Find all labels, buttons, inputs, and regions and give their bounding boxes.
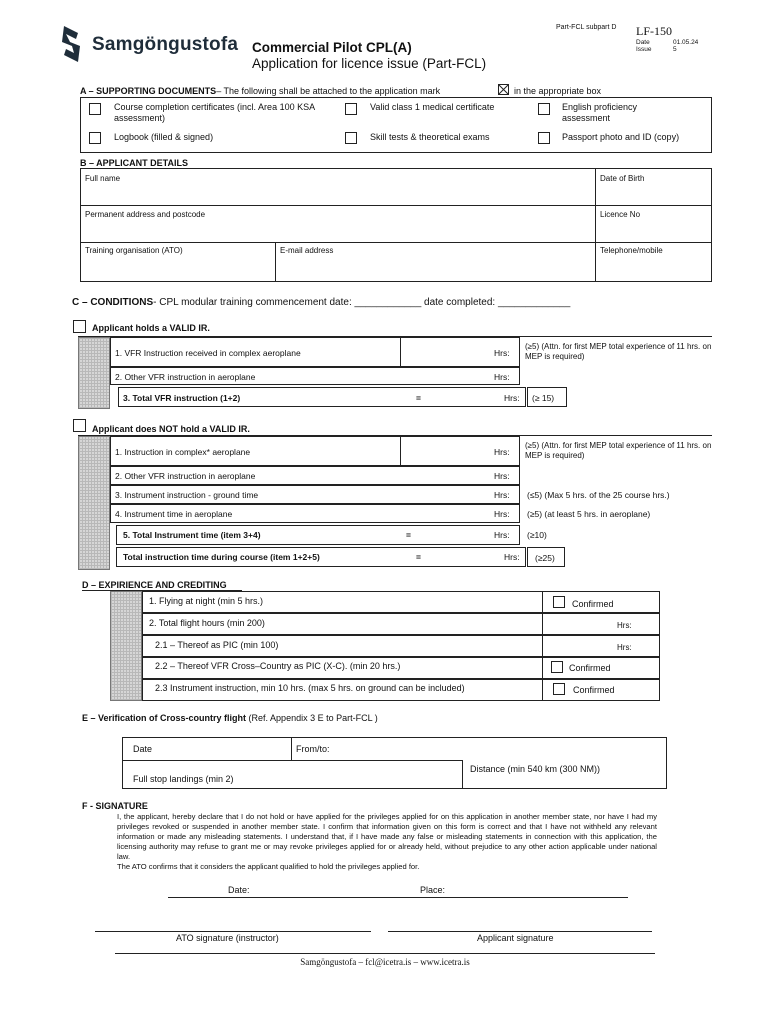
section-a-instruction-end: in the appropriate box xyxy=(514,86,602,96)
no-ir-row-6-hrs[interactable]: Hrs: xyxy=(504,552,520,562)
ato-field[interactable]: Training organisation (ATO) xyxy=(85,246,183,255)
declaration-text: I, the applicant, hereby declare that I do not hold or have applied for the privileges applied for on this application in another member state, nor have I had my privileges revoked or suspended in another member state. I confirm that information given on this form is correct and that I have not withheld any relevant information or made any misleading statements. I understand that, if I have made any false or misleading statements in connection with this application, the licensing authority may refuse to grant me or may revoke privileges applied for or already held, without prejudice to any other action applicable under national law. xyxy=(117,812,657,861)
form-title: Commercial Pilot CPL(A) xyxy=(252,40,412,55)
no-ir-row-3-hrs[interactable]: Hrs: xyxy=(494,490,510,500)
doc-label-4: Logbook (filled & signed) xyxy=(114,132,214,142)
no-ir-row-4-label: 4. Instrument time in aeroplane xyxy=(115,509,233,519)
exp-row-4-label: 2.2 – Thereof VFR Cross–Country as PIC (X-C). (min 20 hrs.) xyxy=(155,661,401,671)
doc-checkbox-2[interactable] xyxy=(345,103,357,115)
exp-row-1-checkbox[interactable] xyxy=(553,596,565,608)
doc-label-3: English proficiency assessment xyxy=(562,102,638,123)
applicant-signature-label: Applicant signature xyxy=(477,933,554,943)
doc-checkbox-3[interactable] xyxy=(538,103,550,115)
phone-field[interactable]: Telephone/mobile xyxy=(600,246,663,255)
doc-label-1: Course completion certificates (incl. Area 100 KSA assessment) xyxy=(114,102,315,123)
valid-row-2-label: 2. Other VFR instruction in aeroplane xyxy=(115,372,256,382)
section-c-dates-line: - CPL modular training commencement date: ____________ date completed: _____________ xyxy=(153,297,571,308)
valid-ir-hatch xyxy=(78,337,110,409)
section-f-heading: F - SIGNATURE xyxy=(82,801,148,811)
xc-distance-field[interactable]: Distance (min 540 km (300 NM)) xyxy=(470,764,601,774)
exp-row-4-checkbox[interactable] xyxy=(551,661,563,673)
doc-label-5: Skill tests & theoretical exams xyxy=(370,132,490,142)
exp-row-2-right[interactable]: Hrs: xyxy=(617,621,632,630)
no-ir-row-3-note: (≤5) (Max 5 hrs. of the 25 course hrs.) xyxy=(527,490,670,500)
exp-row-1-label: 1. Flying at night (min 5 hrs.) xyxy=(149,596,264,606)
no-ir-row-3-label: 3. Instrument instruction - ground time xyxy=(115,490,259,500)
section-d-hatch xyxy=(110,591,142,701)
doc-checkbox-1[interactable] xyxy=(89,103,101,115)
ato-confirm-text: The ATO confirms that it considers the applicant qualified to hold the privileges applied for. xyxy=(117,862,420,871)
full-name-field[interactable]: Full name xyxy=(85,174,121,183)
exp-row-5-label: 2.3 Instrument instruction, min 10 hrs. (max 5 hrs. on ground can be included) xyxy=(155,683,465,693)
xc-landings-field[interactable]: Full stop landings (min 2) xyxy=(133,774,234,784)
valid-row-1-hrs[interactable]: Hrs: xyxy=(494,348,510,358)
no-ir-row-6-label: Total instruction time during course (item 1+2+5) xyxy=(123,552,320,562)
doc-label-2: Valid class 1 medical certificate xyxy=(370,102,495,112)
brand-name: Samgöngustofa xyxy=(92,34,239,55)
section-c-title xyxy=(72,297,570,308)
date-place-line[interactable] xyxy=(168,897,628,898)
samgongustofa-logo-icon xyxy=(58,24,84,64)
section-e-ref: (Ref. Appendix 3 E to Part-FCL ) xyxy=(248,713,378,723)
exp-row-3-right[interactable]: Hrs: xyxy=(617,643,632,652)
doc-checkbox-4[interactable] xyxy=(89,132,101,144)
no-ir-row-2-label: 2. Other VFR instruction in aeroplane xyxy=(115,471,256,481)
ato-signature-line[interactable] xyxy=(95,931,371,932)
section-a-title xyxy=(80,86,440,96)
licence-no-field[interactable]: Licence No xyxy=(600,210,641,219)
valid-row-3-hrs[interactable]: Hrs: xyxy=(504,393,520,403)
footer-rule xyxy=(115,953,655,954)
no-ir-hatch xyxy=(78,436,110,570)
xc-date-field[interactable]: Date xyxy=(133,744,153,754)
no-ir-row-6-eq: = xyxy=(416,552,421,562)
section-d-heading: D – EXPIRIENCE AND CREDITING xyxy=(82,580,227,590)
exp-row-4-right: Confirmed xyxy=(569,663,611,673)
exp-row-2-label: 2. Total flight hours (min 200) xyxy=(149,618,265,628)
section-e-title xyxy=(82,713,378,723)
no-ir-checkbox[interactable] xyxy=(73,419,86,432)
sign-date-label: Date: xyxy=(228,885,250,895)
issue-label: Issue xyxy=(636,46,652,53)
exp-row-5-right: Confirmed xyxy=(573,685,615,695)
no-ir-row-1-label: 1. Instruction in complex* aeroplane xyxy=(115,447,251,457)
no-ir-row-1-hrs[interactable]: Hrs: xyxy=(494,447,510,457)
valid-row-1-label: 1. VFR Instruction received in complex aeroplane xyxy=(115,348,301,358)
no-ir-row-1-note: (≥5) (Attn. for first MEP total experience of 11 hrs. on MEP is required) xyxy=(525,441,712,460)
example-mark-icon xyxy=(498,84,509,95)
xc-from-to-field[interactable]: From/to: xyxy=(296,744,330,754)
valid-ir-heading: Applicant holds a VALID IR. xyxy=(92,323,210,333)
form-subtitle: Application for licence issue (Part-FCL) xyxy=(252,56,487,71)
section-a-instruction: – The following shall be attached to the application mark xyxy=(216,86,441,96)
doc-checkbox-5[interactable] xyxy=(345,132,357,144)
exp-row-5-checkbox[interactable] xyxy=(553,683,565,695)
doc-checkbox-6[interactable] xyxy=(538,132,550,144)
address-field[interactable]: Permanent address and postcode xyxy=(85,210,206,219)
no-ir-heading: Applicant does NOT hold a VALID IR. xyxy=(92,424,250,434)
no-ir-row-6-note: (≥25) xyxy=(535,553,555,563)
valid-row-1-note: (≥5) (Attn. for first MEP total experience of 11 hrs. on MEP is required) xyxy=(525,342,712,361)
date-label: Date xyxy=(636,39,650,46)
no-ir-row-5-eq: = xyxy=(406,530,411,540)
applicant-details-table xyxy=(80,168,712,282)
email-field[interactable]: E-mail address xyxy=(280,246,334,255)
section-e-heading: E – Verification of Cross-country flight xyxy=(82,713,247,723)
valid-row-3-label: 3. Total VFR instruction (1+2) xyxy=(123,393,241,403)
ato-signature-label: ATO signature (instructor) xyxy=(176,933,279,943)
form-code: LF-150 xyxy=(636,24,672,38)
no-ir-row-4-note: (≥5) (at least 5 hrs. in aeroplane) xyxy=(527,509,651,519)
no-ir-row-2-hrs[interactable]: Hrs: xyxy=(494,471,510,481)
sign-place-label: Place: xyxy=(420,885,446,895)
no-ir-row-4-hrs[interactable]: Hrs: xyxy=(494,509,510,519)
exp-row-1-right: Confirmed xyxy=(572,599,614,609)
section-b-heading: B – APPLICANT DETAILS xyxy=(80,158,189,168)
issue-value: 5 xyxy=(673,46,677,53)
valid-row-3-eq: = xyxy=(416,393,421,403)
dob-field[interactable]: Date of Birth xyxy=(600,174,645,183)
section-c-heading: C – CONDITIONS xyxy=(72,297,154,308)
valid-ir-checkbox[interactable] xyxy=(73,320,86,333)
doc-label-6: Passport photo and ID (copy) xyxy=(562,132,680,142)
no-ir-row-5-note: (≥10) xyxy=(527,530,547,540)
part-reference: Part-FCL subpart D xyxy=(556,24,617,31)
applicant-signature-line[interactable] xyxy=(388,931,652,932)
section-a-heading: A – SUPPORTING DOCUMENTS xyxy=(80,86,217,96)
valid-row-2-hrs[interactable]: Hrs: xyxy=(494,372,510,382)
valid-row-3-note: (≥ 15) xyxy=(532,393,555,403)
footer-contact: Samgöngustofa – fcl@icetra.is – www.icetra.is xyxy=(300,957,470,967)
exp-row-3-label: 2.1 – Thereof as PIC (min 100) xyxy=(155,640,279,650)
no-ir-row-5-hrs[interactable]: Hrs: xyxy=(494,530,510,540)
no-ir-row-5-label: 5. Total Instrument time (item 3+4) xyxy=(123,530,261,540)
date-value: 01.05.24 xyxy=(673,39,699,46)
